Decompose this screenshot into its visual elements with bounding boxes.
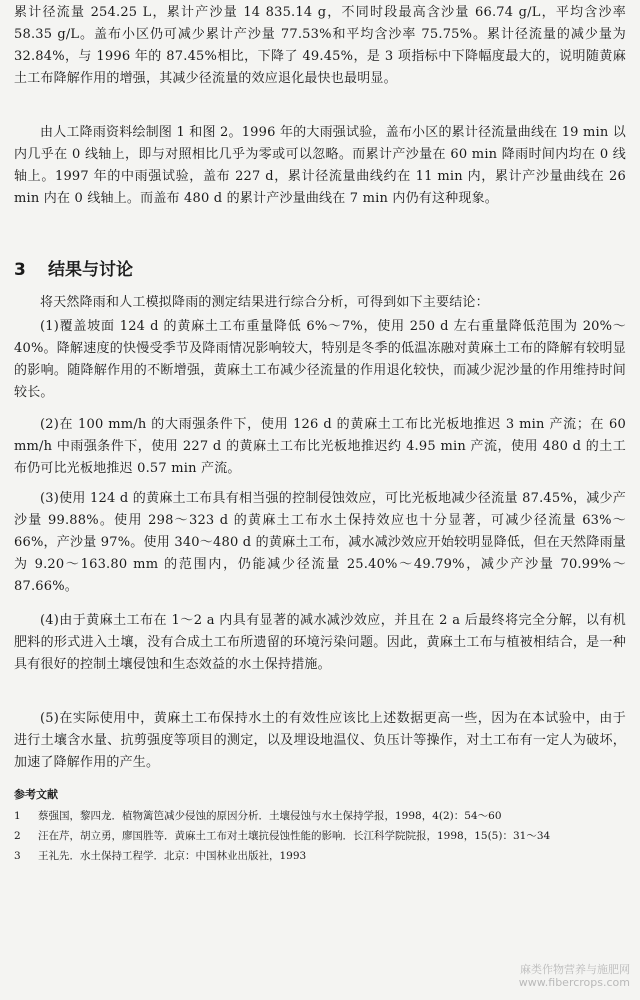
paragraph-intro-results: 累计径流量 254.25 L，累计产沙量 14 835.14 g，不同时段最高含沙量 66.74 g/L，平均含沙率 58.35 g/L。盖布小区仍可减少累计产沙量 77.53%和平均含沙率 75.75%。累计径流量的减少量为32.84%，与 1996 年的 87.45%相比，下降了 49.45%，是 3 项指标中下降幅度最大的，说明随黄麻土工布降解作用的增强，其减少径流量的效应退化最快也最明显。 <box>14 5 626 86</box>
paragraph-conclusion-4: (4)由于黄麻土工布在 1～2 a 内具有显著的减水减沙效应，并且在 2 a 后最终将完全分解，以有机肥料的形式进入土壤，没有合成土工布所遗留的环境污染问题。因此，黄麻土工布与植被相结合，是一种具有很好的控制土壤侵蚀和生态效益的水土保持措施。 <box>14 613 626 672</box>
paragraph-conclusion-2: (2)在 100 mm/h 的大雨强条件下，使用 126 d 的黄麻土工布比光板地推迟 3 min 产流；在 60 mm/h 中雨强条件下，使用 227 d 的黄麻土工布比光板地推迟约 4.95 min 产流，使用 480 d 的土工布仍可比光板地推迟 0.57 min 产流。 <box>14 417 626 476</box>
watermark-title: 麻类作物营养与施肥网 <box>520 963 630 976</box>
section-heading <box>14 258 626 282</box>
watermark <box>519 963 630 989</box>
reference-item <box>14 829 634 844</box>
paragraph-rainfall-figures: 由人工降雨资料绘制图 1 和图 2。1996 年的大雨强试验，盖布小区的累计径流量曲线在 19 min 以内几乎在 0 线轴上，即与对照相比几乎为零或可以忽略。而累计产沙量在 60 min 降雨时间内均在 0 线轴上。1997 年的中雨强试验，盖布 227 d，累计径流量曲线约在 11 min 内，累计产沙量曲线在 26 min 内在 0 线轴上。而盖布 480 d 的累计产沙量曲线在 7 min 内仍有这种现象。 <box>14 125 626 206</box>
reference-number: 3 <box>14 850 21 862</box>
paragraph-conclusion-3: (3)使用 124 d 的黄麻土工布具有相当强的控制侵蚀效应，可比光板地减少径流量 87.45%，减少产沙量 99.88%。使用 298～323 d 的黄麻土工布水土保持效应也十分显著，可减少径流量 63%～66%，产沙量 97%。使用 340～480 d 的黄麻土工布，减水减沙效应开始较明显降低，但在天然降雨量为 9.20～163.80 mm 的范围内，仍能减少径流量 25.40%～49.79%，减少产沙量 70.99%～87.66%。 <box>14 491 626 594</box>
paragraph-conclusions-lead: 将天然降雨和人工模拟降雨的测定结果进行综合分析，可得到如下主要结论： <box>40 295 489 310</box>
reference-text: 蔡强国，黎四龙．植物篱笆减少侵蚀的原因分析．土壤侵蚀与水土保持学报，1998，4(2)：54～60 <box>38 810 502 822</box>
paragraph-conclusion-5: (5)在实际使用中，黄麻土工布保持水土的有效性应该比上述数据更高一些，因为在本试验中，由于进行土壤含水量、抗剪强度等项目的测定，以及埋设地温仪、负压计等操作，对土工布有一定人为破坏，加速了降解作用的产生。 <box>14 711 626 770</box>
reference-number: 1 <box>14 810 21 822</box>
reference-text: 王礼先．水土保持工程学．北京：中国林业出版社，1993 <box>38 850 307 862</box>
section-number: 3 <box>14 260 26 280</box>
reference-number: 2 <box>14 830 21 842</box>
paragraph-conclusion-1: (1)覆盖坡面 124 d 的黄麻土工布重量降低 6%～7%，使用 250 d 左右重量降低范围为 20%～40%。降解速度的快慢受季节及降雨情况影响较大，特别是冬季的低温冻融对黄麻土工布的降解有较明显的影响。随降解作用的不断增强，黄麻土工布减少径流量的作用退化较快，而减少泥沙量的作用维持时间较长。 <box>14 319 626 400</box>
reference-item <box>14 809 634 824</box>
references-title: 参考文献 <box>14 788 58 801</box>
section-title: 结果与讨论 <box>48 260 133 280</box>
reference-text: 汪在芹，胡立勇，廖国胜等．黄麻土工布对土壤抗侵蚀性能的影响．长江科学院院报，1998，15(5)：31～34 <box>38 830 551 842</box>
watermark-url: www.fibercrops.com <box>518 976 630 989</box>
reference-item <box>14 849 634 864</box>
